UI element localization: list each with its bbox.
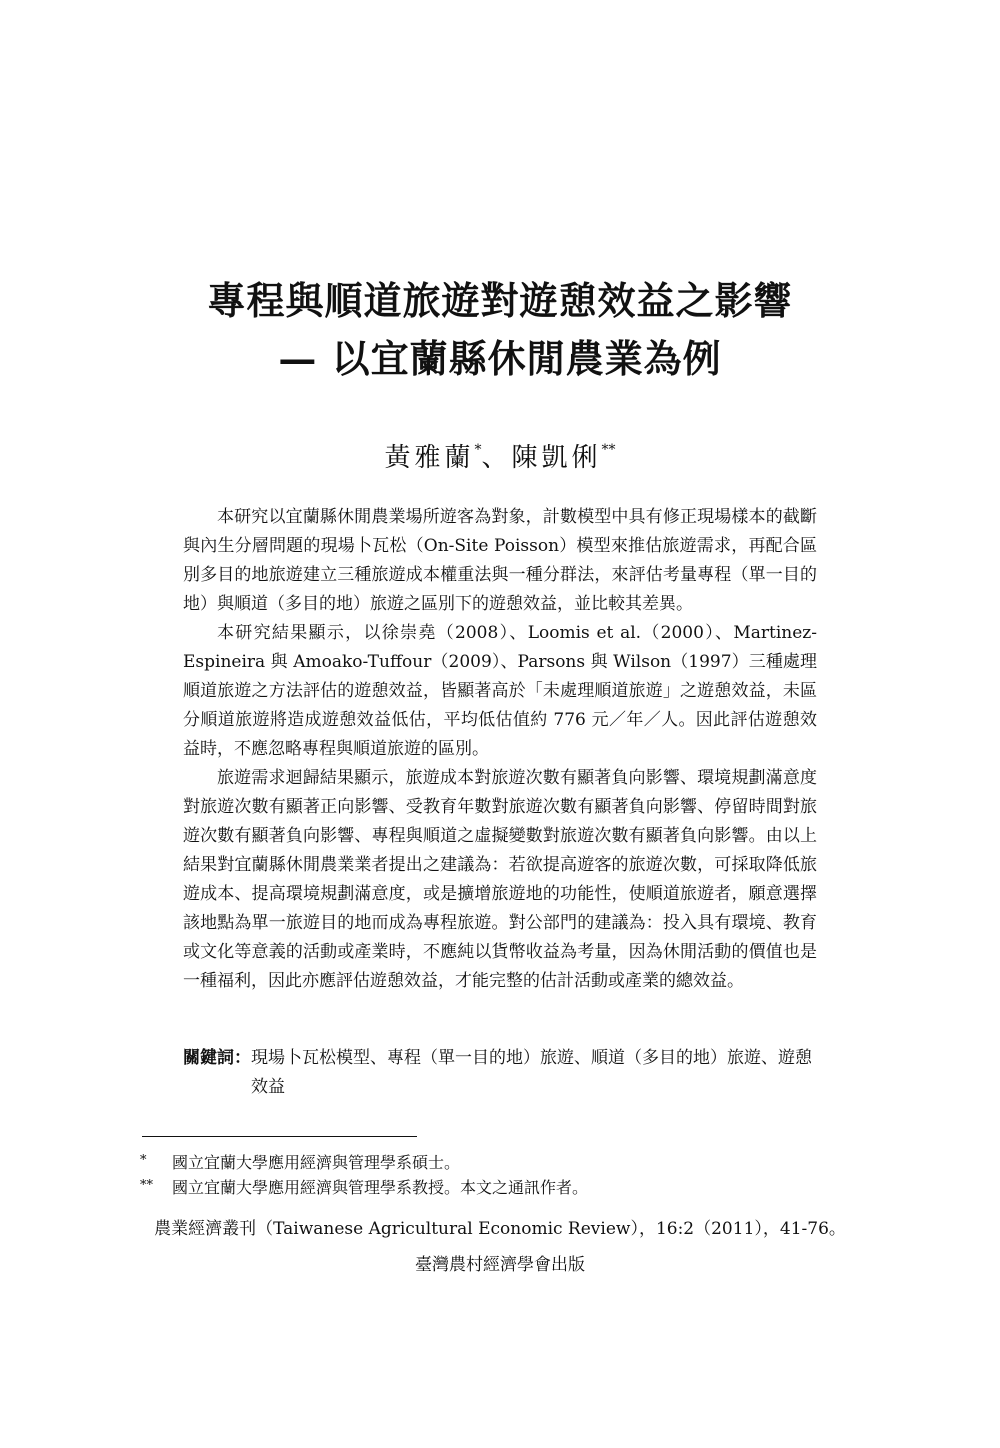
footnote-divider [142, 1136, 417, 1137]
abstract-paragraph: 本研究以宜蘭縣休閒農業場所遊客為對象，計數模型中具有修正現場樣本的截斷與內生分層問題的現場卜瓦松（On-Site Poisson）模型來推估旅遊需求，再配合區別多目的地旅遊建立三種旅遊成本權重法與一種分群法，來評估考量專程（單一目的地）與順道（多目的地）旅遊之區別下的遊憩效益，並比較其差異。 [183, 507, 817, 614]
journal-citation: 農業經濟叢刊（Taiwanese Agricultural Economic Review），16:2（2011），41-76。 [154, 1219, 846, 1239]
author-list [140, 437, 860, 474]
abstract-paragraph: 旅遊需求迴歸結果顯示，旅遊成本對旅遊次數有顯著負向影響、環境規劃滿意度對旅遊次數有顯著正向影響、受教育年數對旅遊次數有顯著負向影響、停留時間對旅遊次數有顯著負向影響、專程與順道之虛擬變數對旅遊次數有顯著負向影響。由以上結果對宜蘭縣休閒農業業者提出之建議為：若欲提高遊客的旅遊次數，可採取降低旅遊成本、提高環境規劃滿意度，或是擴增旅遊地的功能性，使順道旅遊者，願意選擇該地點為單一旅遊目的地而成為專程旅遊。對公部門的建議為：投入具有環境、教育或文化等意義的活動或產業時，不應純以貨幣收益為考量，因為休閒活動的價值也是一種福利，因此亦應評估遊憩效益，才能完整的估計活動或產業的總效益。 [183, 768, 817, 991]
paper-title-line1: 專程與順道旅遊對遊憩效益之影響 [207, 278, 793, 323]
author-footnote-mark: * [474, 442, 482, 458]
paper-title-line2: — 以宜蘭縣休閒農業為例 [278, 336, 722, 381]
abstract-paragraph: 本研究結果顯示，以徐崇堯（2008）、Loomis et al.（2000）、Martinez-Espineira 與 Amoako-Tuffour（2009）、Parsons 與 Wilson（1997）三種處理順道旅遊之方法評估的遊憩效益，皆顯著高於「未處理順道旅遊」之遊憩效益，未區分順道旅遊將造成遊憩效益低估，平均低估值約 776 元／年／人。因此評估遊憩效益時，不應忽略專程與順道旅遊的區別。 [183, 623, 817, 759]
footnote [140, 1150, 460, 1174]
footnote-mark: ** [140, 1178, 153, 1193]
footnote [140, 1175, 588, 1199]
keywords-label: 關鍵詞： [183, 1048, 251, 1068]
publisher-line: 臺灣農村經濟學會出版 [415, 1255, 585, 1275]
keywords-text: 現場卜瓦松模型、專程（單一目的地）旅遊、順道（多目的地）旅遊、遊憩效益 [251, 1048, 812, 1097]
keywords [183, 1044, 817, 1102]
author-separator: 、 [481, 443, 512, 473]
footnote-text: 國立宜蘭大學應用經濟與管理學系教授。本文之通訊作者。 [172, 1178, 589, 1197]
author-name: 陳凱俐 [511, 443, 602, 473]
author-footnote-mark: ** [601, 442, 616, 458]
footnote-mark: * [140, 1153, 147, 1168]
footnote-text: 國立宜蘭大學應用經濟與管理學系碩士。 [172, 1153, 461, 1172]
abstract [183, 503, 817, 996]
author-name: 黃雅蘭 [384, 443, 475, 473]
